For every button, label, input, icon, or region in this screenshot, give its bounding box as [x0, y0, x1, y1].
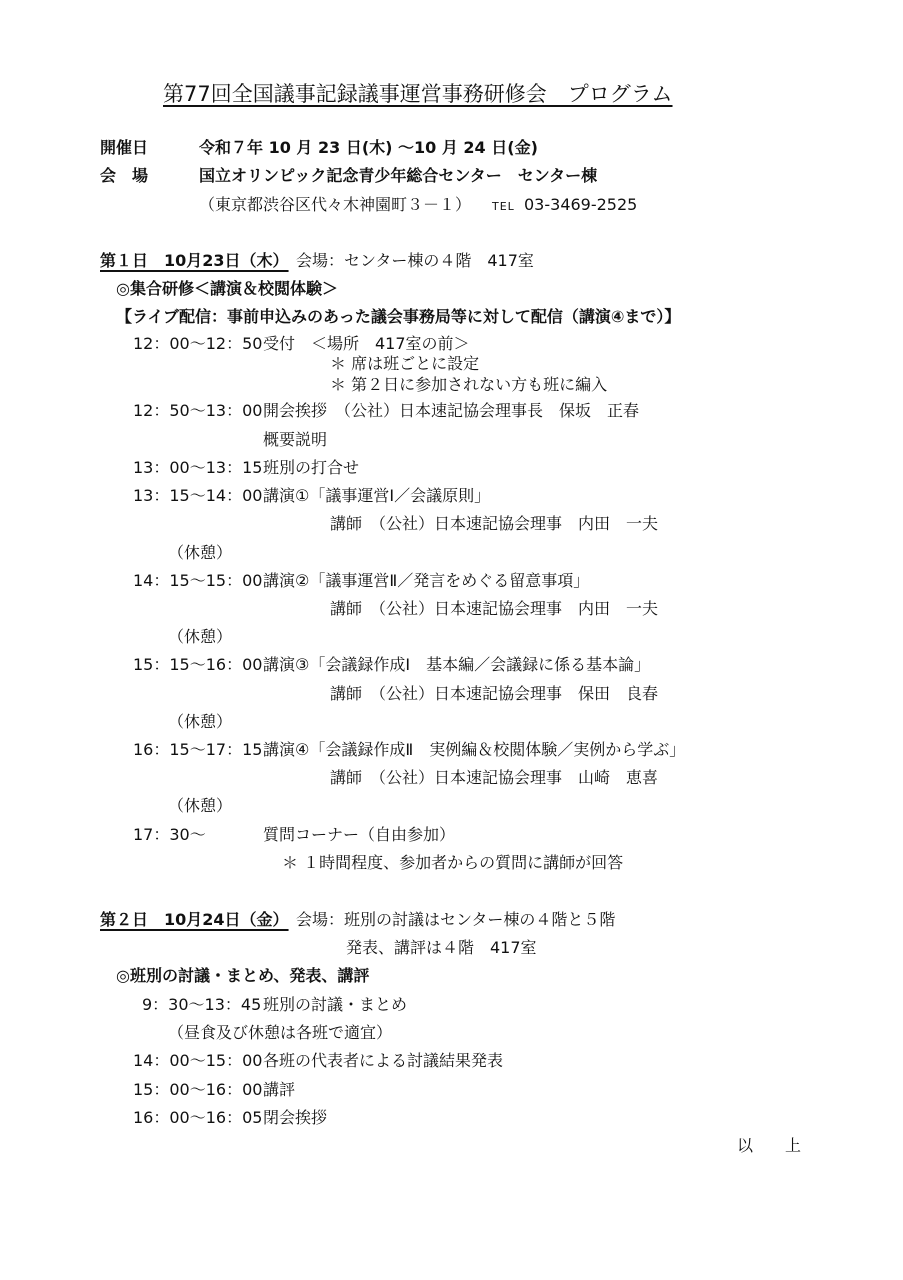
day2-heading: 第２日 10月24日（金） — [100, 910, 289, 929]
schedule-break: （休憩） — [168, 712, 233, 731]
schedule-break: （休憩） — [168, 627, 233, 646]
schedule-time: 14：00～15：00 — [133, 1051, 263, 1070]
day2-venue: 会場：班別の討議はセンター棟の４階と５階 — [296, 910, 616, 929]
schedule-time: 15：15～16：00 — [133, 655, 263, 674]
schedule-time: 16：15～17：15 — [133, 740, 263, 759]
day1-venue: 会場：センター棟の４階 417室 — [296, 251, 534, 270]
date-value: 令和７年 10 月 23 日(木) ～10 月 24 日(金) — [199, 138, 538, 157]
schedule-desc: 受付 ＜場所 417室の前＞ — [263, 334, 470, 353]
day1-live-note: 【ライブ配信：事前申込みのあった議会事務局等に対して配信（講演④まで）】 — [116, 307, 681, 326]
schedule-break: （休憩） — [168, 543, 233, 562]
day1-section: ◎集合研修＜講演＆校閲体験＞ — [116, 279, 338, 298]
day1-heading: 第１日 10月23日（木） — [100, 251, 289, 270]
venue-address: （東京都渋谷区代々木神園町３－１） — [199, 195, 472, 214]
tel-label: TEL — [492, 200, 515, 213]
schedule-desc: 講演①「議事運営Ⅰ／会議原則」 — [263, 486, 491, 505]
schedule-time: 14：15～15：00 — [133, 571, 263, 590]
schedule-time: 13：15～14：00 — [133, 486, 263, 505]
schedule-lecturer: 講師 （公社）日本速記協会理事 内田 一夫 — [330, 599, 659, 618]
venue-label: 会 場 — [100, 166, 149, 185]
schedule-desc: 講演②「議事運営Ⅱ／発言をめぐる留意事項」 — [263, 571, 590, 590]
schedule-time: 12：50～13：00 — [133, 401, 263, 420]
schedule-desc: 概要説明 — [263, 430, 328, 449]
schedule-desc: 講演④「会議録作成Ⅱ 実例編＆校閲体験／実例から学ぶ」 — [263, 740, 686, 759]
date-label: 開催日 — [100, 138, 149, 157]
schedule-note: ＊ １時間程度、参加者からの質問に講師が回答 — [282, 853, 624, 872]
page-title: 第77回全国議事記録議事運営事務研修会 プログラム — [163, 82, 673, 106]
schedule-desc: 班別の討議・まとめ — [263, 995, 408, 1014]
schedule-lecturer: 講師 （公社）日本速記協会理事 保田 良春 — [330, 684, 659, 703]
schedule-desc: 講演③「会議録作成Ⅰ 基本編／会議録に係る基本論」 — [263, 655, 651, 674]
schedule-lecturer: 講師 （公社）日本速記協会理事 山崎 恵喜 — [330, 768, 659, 787]
venue-value: 国立オリンピック記念青少年総合センター センター棟 — [199, 166, 598, 185]
schedule-note: ＊ 第２日に参加されない方も班に編入 — [330, 375, 608, 394]
closing-mark: 以 上 — [737, 1136, 802, 1155]
schedule-break: （休憩） — [168, 796, 233, 815]
schedule-lecturer: 講師 （公社）日本速記協会理事 内田 一夫 — [330, 514, 659, 533]
schedule-desc: 閉会挨拶 — [263, 1108, 328, 1127]
schedule-time: 13：00～13：15 — [133, 458, 263, 477]
schedule-desc: 講評 — [263, 1080, 296, 1099]
schedule-time: 9：30～13：45 — [142, 995, 262, 1014]
schedule-time: 17：30～ — [133, 825, 206, 844]
schedule-desc: 質問コーナー（自由参加） — [263, 825, 456, 844]
schedule-desc: 開会挨拶 （公社）日本速記協会理事長 保坂 正春 — [263, 401, 640, 420]
schedule-note: ＊ 席は班ごとに設定 — [330, 354, 480, 373]
schedule-note: （昼食及び休憩は各班で適宜） — [168, 1023, 393, 1042]
tel-number: 03-3469-2525 — [524, 195, 638, 214]
schedule-desc: 各班の代表者による討議結果発表 — [263, 1051, 504, 1070]
schedule-time: 12：00～12：50 — [133, 334, 263, 353]
schedule-time: 15：00～16：00 — [133, 1080, 263, 1099]
day2-section: ◎班別の討議・まとめ、発表、講評 — [116, 966, 370, 985]
schedule-time: 16：00～16：05 — [133, 1108, 263, 1127]
day2-venue-2: 発表、講評は４階 417室 — [346, 938, 537, 957]
schedule-desc: 班別の打合せ — [263, 458, 360, 477]
